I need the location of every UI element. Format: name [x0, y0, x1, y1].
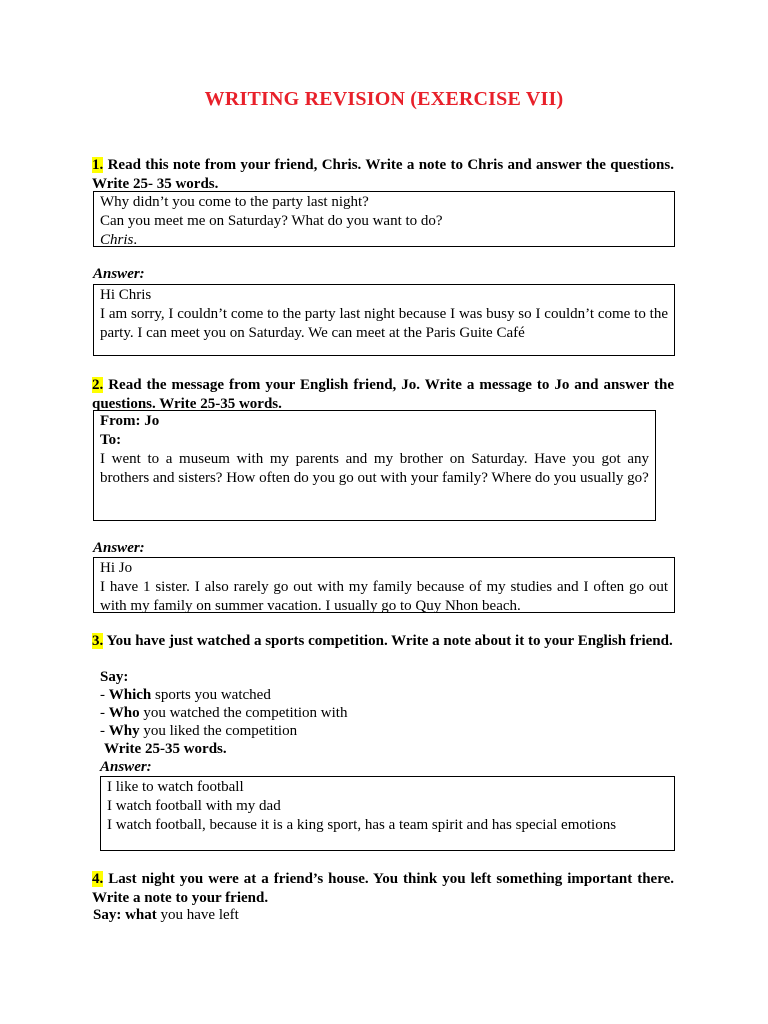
answer-label: Answer:	[100, 759, 152, 775]
answer-line: I like to watch football	[107, 779, 244, 795]
note-line: Can you meet me on Saturday? What do you want to do?	[100, 213, 443, 229]
page-title: WRITING REVISION (EXERCISE VII)	[204, 88, 564, 110]
say-label: Say:	[100, 669, 129, 685]
note-signature: Chris.	[100, 232, 138, 248]
word-count: Write 25-35 words.	[104, 741, 227, 757]
note-line: Why didn’t you come to the party last night?	[100, 194, 369, 210]
say-point: - Who you watched the competition with	[100, 705, 348, 721]
question-text: Last night you were at a friend’s house. You think you left something important there. Write a note to your friend.	[92, 871, 674, 906]
answer-line: I watch football with my dad	[107, 798, 281, 814]
answer-box	[93, 284, 675, 356]
say-point: - Which sports you watched	[100, 687, 271, 703]
question-number: 1.	[92, 157, 104, 173]
question-number: 4.	[92, 871, 104, 887]
message-to: To:	[100, 432, 122, 448]
question-2	[92, 376, 674, 414]
say-block	[100, 668, 347, 758]
answer-line: Hi Chris	[100, 287, 152, 303]
answer-label: Answer:	[93, 540, 145, 556]
answer-box	[100, 776, 675, 851]
answer-line: I have 1 sister. I also rarely go out with my family because of my studies and I often go out with my family on summer vacation. I usually go to Quy Nhon beach.	[100, 579, 668, 614]
question-text: Read the message from your English friend, Jo. Write a message to Jo and answer the questions. Write 25-35 words.	[92, 377, 674, 412]
answer-line: Hi Jo	[100, 560, 133, 576]
say-line: Say: what you have left	[93, 907, 239, 923]
answer-line: I am sorry, I couldn’t come to the party last night because I was busy so I couldn’t come to the party. I can meet you on Saturday. We can meet at the Paris Guite Café	[100, 306, 668, 341]
answer-line: I watch football, because it is a king sport, has a team spirit and has special emotions	[107, 817, 617, 833]
question-4	[92, 870, 674, 908]
message-body: I went to a museum with my parents and my brother on Saturday. Have you got any brothers and sisters? How often do you go out with your family? Where do you usually go?	[100, 451, 649, 486]
question-text: You have just watched a sports competition. Write a note about it to your English friend.	[103, 633, 673, 649]
say-point: - Why you liked the competition	[100, 723, 298, 739]
answer-label: Answer:	[93, 266, 145, 282]
question-text: Read this note from your friend, Chris. Write a note to Chris and answer the questions. Write 25- 35 words.	[92, 157, 674, 192]
question-3	[92, 632, 674, 651]
answer-box	[93, 557, 675, 613]
message-box	[93, 410, 656, 521]
question-number: 3.	[92, 633, 104, 649]
note-box	[93, 191, 675, 247]
question-1	[92, 156, 674, 194]
question-number: 2.	[92, 377, 104, 393]
message-from: From: Jo	[100, 413, 160, 429]
